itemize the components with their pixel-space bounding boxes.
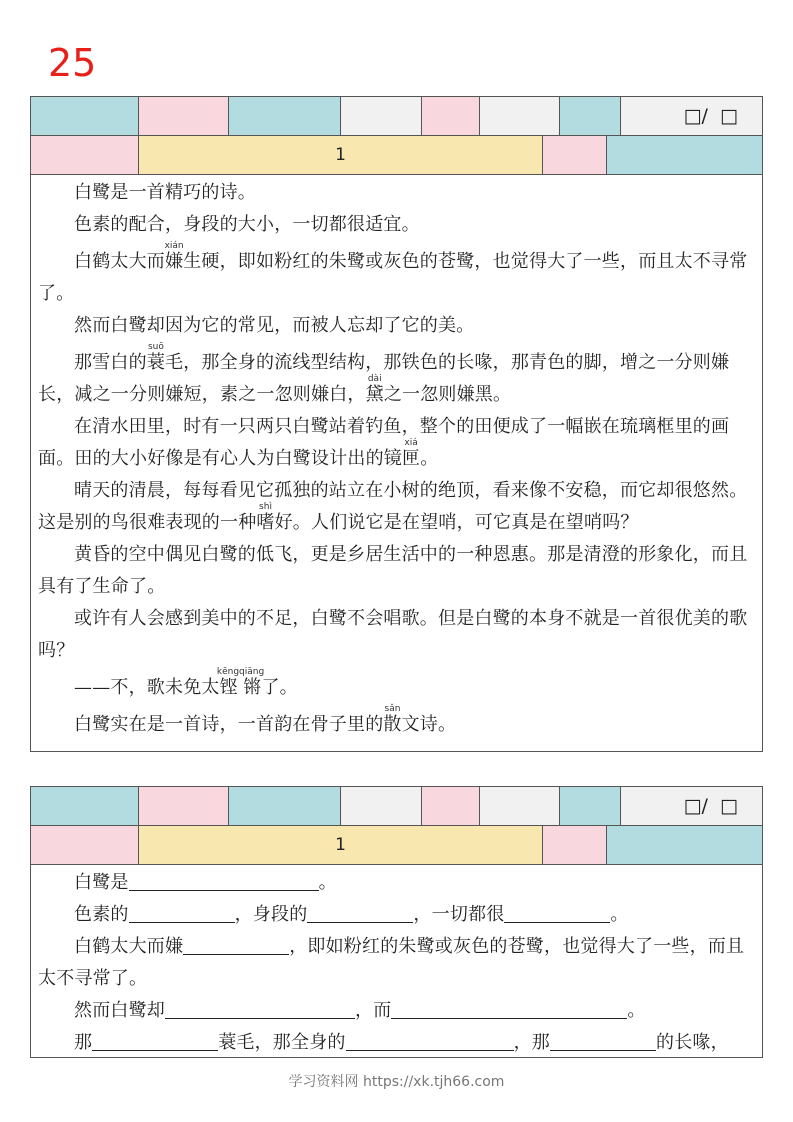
text-run: 白鹭实在是一首诗，一首韵在骨子里的 [74, 714, 384, 735]
ruby-base: 匣 [402, 448, 421, 469]
text-run: 然而白鹭却 [74, 1000, 165, 1021]
annotated-character [383, 704, 402, 735]
paragraph [38, 603, 754, 667]
ruby-base: 嗜 [256, 512, 275, 533]
header-cell [480, 97, 560, 135]
score-box: □/ □ [621, 787, 762, 825]
footer-watermark: 学习资料网 https://xk.tjh66.com [288, 1074, 505, 1090]
text-run: ，身段的 [234, 904, 308, 925]
text-run: 。 [610, 904, 629, 925]
text-run: 文诗。 [401, 714, 457, 735]
text-run: 白鹤太大而 [74, 251, 165, 272]
answer-blank[interactable] [92, 1030, 218, 1051]
text-run: 或许有人会感到美中的不足，白鹭不会唱歌。但是白鹭的本身不就是一首很优美的歌吗？ [38, 608, 748, 661]
text-run: 。 [420, 448, 439, 469]
header-cell [229, 787, 341, 825]
paragraph [38, 704, 754, 741]
ruby-base: 散 [383, 714, 402, 735]
text-run: 晴天的清晨，每每看见它孤独的站立在小树的绝顶，看来像不安稳，而它却很悠然。这是别的鸟很难表现的一种 [38, 480, 748, 533]
annotated-character [402, 438, 421, 469]
answer-blank[interactable] [165, 998, 355, 1019]
card-header-row-2 [31, 826, 762, 865]
paragraph [38, 539, 754, 603]
text-run: ，即如粉红的朱鹭或灰色的苍鹭，也觉得大了一些，而且太不寻常了。 [38, 936, 745, 989]
pinyin-annotation: shì [256, 502, 275, 512]
header-cell [607, 136, 762, 174]
text-run: 。 [627, 1000, 646, 1021]
level-label: 1 [139, 136, 543, 174]
text-run: 生硬，即如粉红的朱鹭或灰色的苍鹭，也觉得大了一些，而且太不寻常了。 [38, 251, 748, 304]
header-cell [229, 97, 341, 135]
header-cell [607, 826, 762, 864]
level-label: 1 [139, 826, 543, 864]
text-run: ，那 [513, 1032, 551, 1053]
text-run: 黄昏的空中偶见白鹭的低飞，更是乡居生活中的一种恩惠。那是清澄的形象化，而且具有了生命了。 [38, 544, 748, 597]
ruby-base: 蓑 [146, 352, 166, 373]
header-cell [31, 97, 139, 135]
header-cell [560, 97, 621, 135]
ruby-base: 铿锵 [216, 677, 265, 698]
ruby-base: 嫌 [164, 251, 184, 272]
reading-passage [31, 175, 762, 741]
card-header-row-2 [31, 136, 762, 175]
header-cell [31, 787, 139, 825]
text-run: ——不，歌未免太 [74, 677, 220, 698]
header-cell [139, 787, 229, 825]
text-run: 那 [74, 1032, 93, 1053]
text-run: 之一忽则嫌黑。 [383, 384, 512, 405]
paragraph [38, 241, 754, 310]
text-run: 了。 [261, 677, 298, 698]
answer-blank[interactable] [504, 902, 610, 923]
exercise-line [38, 931, 754, 995]
reading-card [30, 96, 763, 752]
ruby-base: 黛 [365, 384, 384, 405]
header-cell [31, 826, 139, 864]
paragraph [38, 177, 754, 209]
paragraph [38, 342, 754, 411]
text-run: 白鹭是 [74, 872, 129, 893]
text-run: 白鹤太大而嫌 [74, 936, 184, 957]
answer-blank[interactable] [129, 870, 319, 891]
answer-blank[interactable] [346, 1030, 514, 1051]
text-run: 的长喙， [656, 1032, 729, 1053]
exercise-line [38, 899, 754, 931]
pinyin-annotation: kēngqiāng [216, 667, 265, 677]
fill-in-exercise [31, 865, 762, 1059]
text-run: 色素的 [74, 904, 129, 925]
exercise-card [30, 786, 763, 1058]
annotated-character [256, 502, 275, 533]
header-cell [139, 97, 229, 135]
annotated-character [365, 374, 384, 405]
answer-blank[interactable] [183, 934, 289, 955]
answer-blank[interactable] [307, 902, 413, 923]
text-run: 好。人们说它是在望哨，可它真是在望哨吗？ [274, 512, 639, 533]
page-number: 25 [48, 41, 97, 85]
pinyin-annotation: suō [146, 342, 165, 352]
header-cell [480, 787, 560, 825]
text-run: 白鹭是一首精巧的诗。 [74, 182, 256, 203]
answer-blank[interactable] [129, 902, 235, 923]
pinyin-annotation: dài [365, 374, 384, 384]
header-cell [341, 787, 422, 825]
text-run: 然而白鹭却因为它的常见，而被人忘却了它的美。 [74, 315, 475, 336]
annotated-character [216, 667, 265, 698]
header-cell [341, 97, 422, 135]
text-run: 色素的配合，身段的大小，一切都很适宜。 [74, 214, 420, 235]
exercise-line [38, 867, 754, 899]
paragraph [38, 310, 754, 342]
answer-blank[interactable] [391, 998, 627, 1019]
text-run: ，而 [355, 1000, 392, 1021]
text-run: 蓑毛，那全身的 [218, 1032, 346, 1053]
paragraph [38, 209, 754, 241]
header-cell [422, 97, 480, 135]
pinyin-annotation: xiá [402, 438, 421, 448]
score-box: □/ □ [621, 97, 762, 135]
text-run: 。 [318, 872, 337, 893]
header-cell [543, 136, 607, 174]
card-header-row-1 [31, 787, 762, 826]
text-run: 那雪白的 [74, 352, 147, 373]
text-run: ，一切都很 [413, 904, 505, 925]
answer-blank[interactable] [550, 1030, 656, 1051]
header-cell [31, 136, 139, 174]
card-header-row-1 [31, 97, 762, 136]
annotated-character [164, 241, 184, 272]
header-cell [422, 787, 480, 825]
text-run: 在清水田里，时有一只两只白鹭站着钓鱼，整个的田便成了一幅嵌在琉璃框里的画面。田的大小好像是有心人为白鹭设计出的镜 [38, 416, 730, 469]
text-run: 毛，那全身的流线型结构，那铁色的长喙，那青色的脚，增之一分则嫌长，减之一分则嫌短，素之一忽则嫌白， [38, 352, 730, 405]
paragraph [38, 667, 754, 704]
paragraph [38, 411, 754, 475]
annotated-character [146, 342, 166, 373]
pinyin-annotation: xián [164, 241, 184, 251]
exercise-line [38, 995, 754, 1027]
header-cell [560, 787, 621, 825]
exercise-line [38, 1027, 754, 1059]
paragraph [38, 475, 754, 539]
header-cell [543, 826, 607, 864]
pinyin-annotation: sǎn [383, 704, 402, 714]
